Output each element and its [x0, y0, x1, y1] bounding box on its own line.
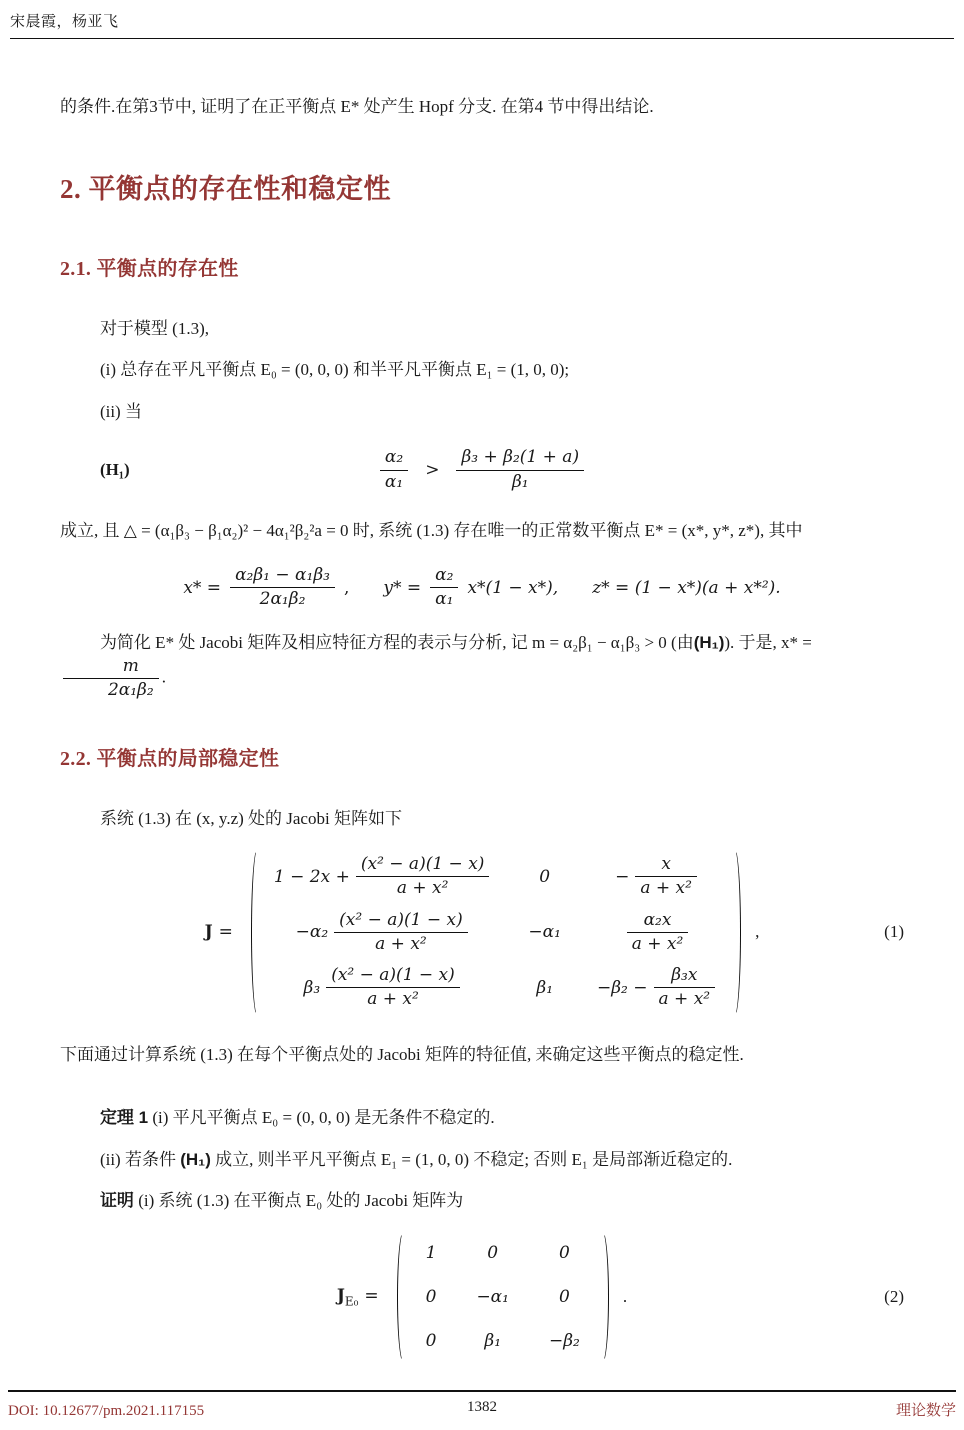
jacobian-e0-lead: $J_{E_0}$ =	[336, 1285, 379, 1309]
z-star-term: z* = (1 − x*)(a + x*²).	[592, 577, 781, 598]
matrix-cell-r2c3: $\frac{\text{α₂x}}{\text{a + x²}}$	[624, 910, 692, 956]
equilibria-item-i: (i) 总存在平凡平衡点 E₀ = (0, 0, 0) 和半平凡平衡点 E₁ = (1, 0, 0);	[99, 360, 570, 380]
equilibria-item-ii: (ii) 当	[99, 401, 142, 421]
matrix2-cell-r2c2: −α₁	[476, 1286, 509, 1307]
y-star-fraction: $\frac{\text{α₂}}{\text{α₁}}$	[430, 565, 458, 611]
proof-label: 证明	[99, 1191, 134, 1211]
matrix-cell-r3c2: β₁	[536, 977, 554, 998]
jacobian-matrix-content: J = 1 − 2x + $\frac{\text{(x² − a)(1 − x)}}{\text{a + x²}}$ 0 − $\frac{x}{\text{a + x²}}$ −α₂ $\frac{\text{(x² − a)(1 − x)}}{\text{a + x²}}$ −α₁ $\frac{\text{α₂x}}{\text{a + x²}}$ β₃ $\frac{\text{(x² − a)(1 − x)}}{\text{a + x²}}$ β₁ −β₂ − $\frac{\text{β₃x}}{\text{a + x²}}$ ,	[205, 848, 760, 1017]
x-star-fraction: $\frac{\text{α₂β₁ − α₁β₃}}{\text{2α₁β₂}}$	[230, 565, 335, 611]
matrix2-cell-r3c2: β₁	[484, 1330, 502, 1351]
h1-theorem-ref: (H₁)	[180, 1149, 211, 1169]
h1-condition-formula	[377, 447, 587, 493]
jacobi-simplify-paragraph: 为简化 E* 处 Jacobi 矩阵及相应特征方程的表示与分析, 记 m = α₂β₁ − α₁β₃ > 0 (由(H₁)). 于是, x* = $\frac{m}{\text{2α₁β₂}}$ .	[60, 629, 904, 702]
jacobian-e0-equation	[60, 1231, 904, 1363]
footer-doi: DOI: 10.12677/pm.2021.117155	[8, 1403, 205, 1419]
matrix2-cell-r3c1: 0	[425, 1330, 437, 1351]
matrix-cell-r3c1: β₃ $\frac{\text{(x² − a)(1 − x)}}{\text{a + x²}}$	[304, 965, 463, 1011]
equilibrium-values-formula	[183, 565, 780, 611]
h1-condition-label: (H₁)	[100, 460, 130, 480]
h1-inline-ref: (H₁)	[693, 632, 725, 652]
matrix-cell-r3c3: −β₂ − $\frac{\text{β₃x}}{\text{a + x²}}$	[597, 965, 718, 1011]
footer-page-number: 1382	[467, 1399, 497, 1415]
jacobi-intro-paragraph: 系统 (1.3) 在 (x, y.z) 处的 Jacobi 矩阵如下	[99, 808, 402, 828]
theorem-1-item-ii: (ii) 若条件 (H₁) 成立, 则半平凡平衡点 E₁ = (1, 0, 0) 不稳定; 否则 E₁ 是局部渐近稳定的.	[99, 1149, 733, 1169]
matrix-cell-r2c1: −α₂ $\frac{\text{(x² − a)(1 − x)}}{\text{a + x²}}$	[296, 910, 471, 956]
left-paren	[397, 1231, 410, 1363]
equation-1-number: (1)	[884, 922, 904, 942]
proof-paragraph: 证明 (i) 系统 (1.3) 在平衡点 E₀ 处的 Jacobi 矩阵为	[99, 1191, 464, 1211]
equilibrium-values-equation	[60, 559, 904, 617]
matrix2-cell-r3c3: −β₂	[548, 1330, 580, 1351]
footer-journal: 理论数学	[895, 1403, 956, 1419]
matrix-cell-r1c3: − $\frac{x}{\text{a + x²}}$	[615, 854, 700, 900]
h1-relation: >	[425, 460, 440, 481]
paper-body	[0, 39, 964, 1363]
matrix-cell-r2c2: −α₁	[528, 922, 561, 943]
condition-h1-equation	[60, 439, 904, 501]
matrix2-cell-r2c1: 0	[425, 1286, 437, 1307]
authors: 宋晨霞，杨亚飞	[10, 14, 119, 30]
matrix-cell-r1c1: 1 − 2x + $\frac{\text{(x² − a)(1 − x)}}{\text{a + x²}}$	[274, 854, 493, 900]
right-paren	[728, 848, 741, 1017]
theorem-1-paragraph: 定理 1 (i) 平凡平衡点 E₀ = (0, 0, 0) 是无条件不稳定的.	[99, 1108, 495, 1128]
page-header	[0, 0, 964, 39]
intro-paragraph: 的条件.在第3节中, 证明了在正平衡点 E* 处产生 Hopf 分支. 在第4 节中得出结论.	[60, 97, 654, 116]
page-footer	[8, 1390, 956, 1420]
x-star-term: x* = $\frac{\text{α₂β₁ − α₁β₃}}{\text{2α₁β₂}}$ ,	[183, 564, 350, 610]
eigenvalue-paragraph: 下面通过计算系统 (1.3) 在每个平衡点处的 Jacobi 矩阵的特征值, 来确定这些平衡点的稳定性.	[60, 1044, 744, 1064]
equation-2-number: (2)	[884, 1286, 904, 1306]
jacobian-matrix	[251, 848, 741, 1017]
section-2-1-heading: 2.1. 平衡点的存在性	[60, 257, 239, 280]
jacobian-matrix-equation	[60, 848, 904, 1017]
theorem-1-label: 定理 1	[99, 1108, 149, 1128]
jacobian-e0-content: $J_{E_0}$ = 1 0 0 0 −α₁ 0 0 β₁ −β₂ .	[337, 1231, 627, 1363]
right-paren	[596, 1231, 609, 1363]
h1-rhs-fraction: $\frac{\text{β₃ + β₂(1 + a)}}{\text{β₁}}$	[456, 447, 584, 493]
matrix2-cell-r1c1: 1	[425, 1242, 437, 1263]
jacobian-lead: J =	[204, 922, 233, 943]
matrix-cell-r1c2: 0	[539, 866, 551, 887]
matrix2-cell-r2c3: 0	[559, 1286, 570, 1307]
x-star-inline-fraction: $\frac{m}{\text{2α₁β₂}}$	[63, 656, 159, 702]
h1-lhs-fraction: $\frac{\text{α₂}}{\text{α₁}}$	[380, 447, 408, 493]
matrix2-cell-r1c3: 0	[559, 1242, 570, 1263]
jacobian-e0-matrix	[397, 1231, 609, 1363]
model-paragraph: 对于模型 (1.3),	[99, 318, 210, 338]
left-paren	[251, 848, 264, 1017]
y-star-term: y* = $\frac{\text{α₂}}{\text{α₁}}$ x*(1 − x*),	[383, 564, 559, 610]
section-2-2-heading: 2.2. 平衡点的局部稳定性	[60, 747, 280, 770]
delta-paragraph: 成立, 且 △ = (α₁β₃ − β₁α₂)² − 4α₁²β₂²a = 0 时, 系统 (1.3) 存在唯一的正常数平衡点 E* = (x*, y*, z*), 其中	[60, 521, 803, 541]
matrix2-cell-r1c2: 0	[487, 1242, 499, 1263]
section-2-heading: 2. 平衡点的存在性和稳定性	[60, 173, 391, 204]
